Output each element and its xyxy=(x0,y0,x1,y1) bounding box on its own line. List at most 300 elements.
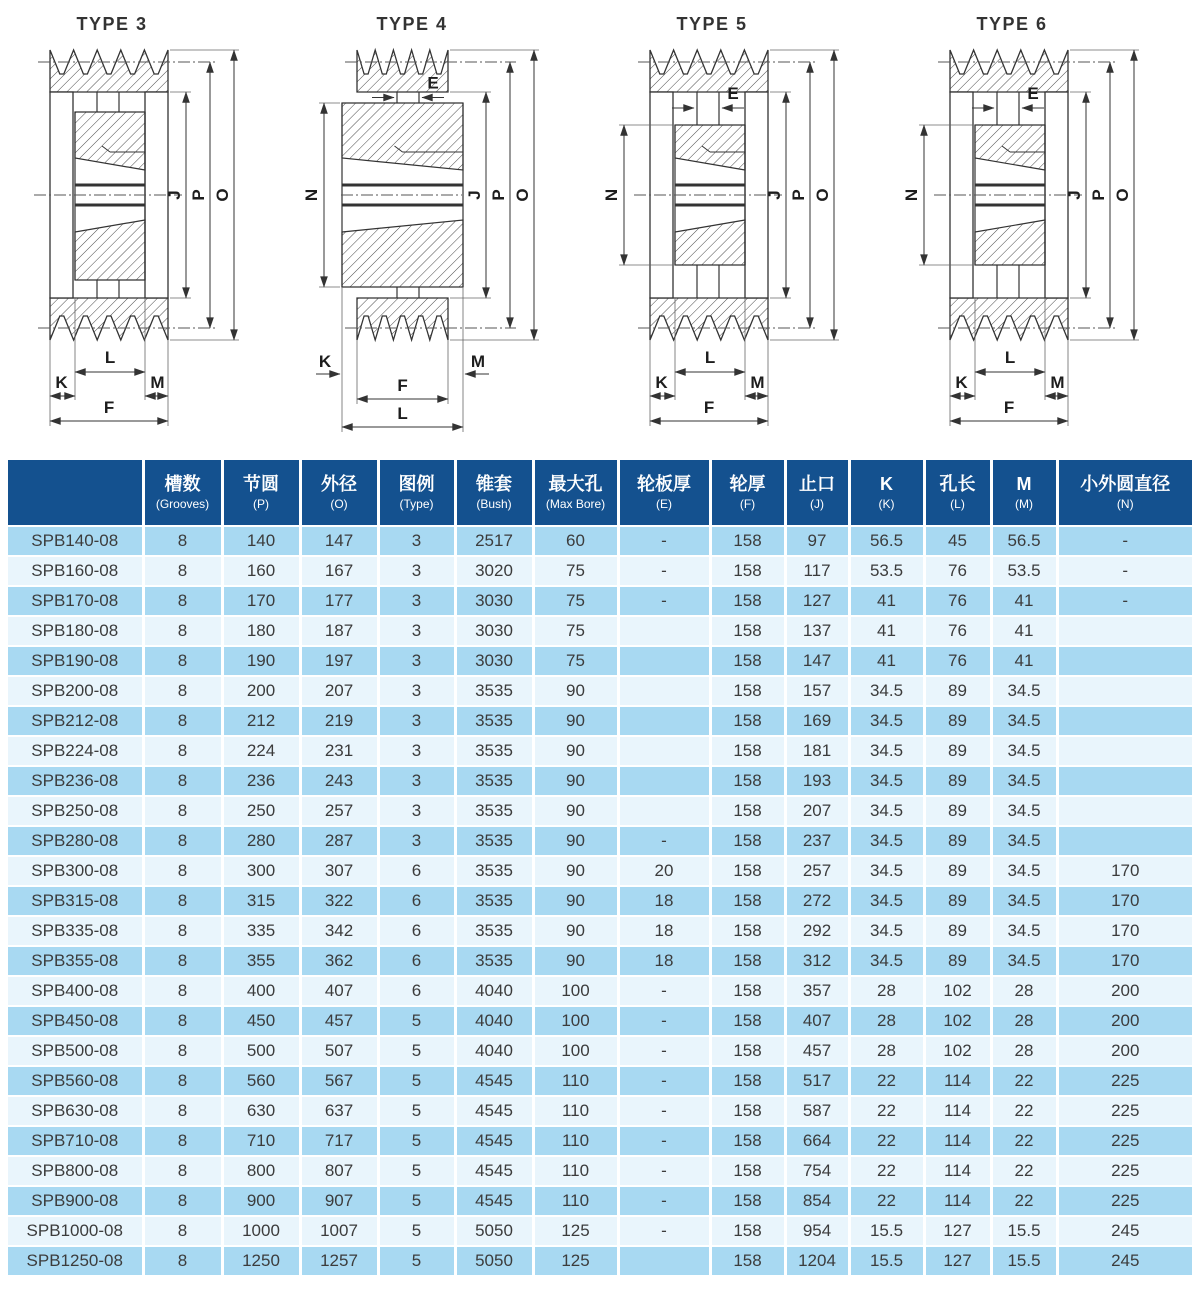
table-row xyxy=(8,1006,1192,1036)
column-header-name xyxy=(8,460,143,526)
cell-name: SPB400-08 xyxy=(8,976,143,1006)
cell-type: 6 xyxy=(378,856,455,886)
cell-maxbore: 110 xyxy=(533,1066,618,1096)
pulley-diagram xyxy=(900,0,1200,460)
cell-e: - xyxy=(618,826,710,856)
dim-label-E: E xyxy=(1027,84,1039,103)
cell-o: 307 xyxy=(300,856,378,886)
cell-k: 15.5 xyxy=(849,1246,924,1275)
dim-label-N: N xyxy=(602,188,621,202)
cell-e: - xyxy=(618,1006,710,1036)
cell-m: 53.5 xyxy=(991,556,1057,586)
table-row xyxy=(8,1246,1192,1275)
dim-label-J: J xyxy=(1065,190,1084,200)
cell-j: 407 xyxy=(785,1006,849,1036)
cell-f: 158 xyxy=(710,826,785,856)
cell-name: SPB190-08 xyxy=(8,646,143,676)
cell-k: 34.5 xyxy=(849,736,924,766)
cell-k: 34.5 xyxy=(849,916,924,946)
cell-n: 225 xyxy=(1057,1066,1192,1096)
pulley-diagram xyxy=(0,0,300,460)
header-label-zh: K xyxy=(880,474,893,495)
cell-grooves: 8 xyxy=(143,1246,222,1275)
cell-grooves: 8 xyxy=(143,586,222,616)
cell-p: 140 xyxy=(222,526,300,556)
dim-label-J: J xyxy=(765,190,784,200)
cell-e: - xyxy=(618,1066,710,1096)
cell-o: 219 xyxy=(300,706,378,736)
table-body xyxy=(8,526,1192,1275)
cell-m: 34.5 xyxy=(991,706,1057,736)
spec-table-section xyxy=(0,460,1200,1275)
cell-k: 28 xyxy=(849,976,924,1006)
cell-name: SPB1000-08 xyxy=(8,1216,143,1246)
cell-n: 170 xyxy=(1057,856,1192,886)
cell-type: 5 xyxy=(378,1006,455,1036)
cell-maxbore: 90 xyxy=(533,676,618,706)
cell-m: 34.5 xyxy=(991,766,1057,796)
header-label-en: (Type) xyxy=(399,496,434,511)
cell-type: 3 xyxy=(378,676,455,706)
cell-maxbore: 110 xyxy=(533,1126,618,1156)
cell-m: 41 xyxy=(991,646,1057,676)
cell-k: 15.5 xyxy=(849,1216,924,1246)
cell-name: SPB160-08 xyxy=(8,556,143,586)
cell-type: 3 xyxy=(378,526,455,556)
diagram-title: TYPE 3 xyxy=(76,14,148,34)
cell-maxbore: 75 xyxy=(533,616,618,646)
cell-f: 158 xyxy=(710,1036,785,1066)
cell-type: 3 xyxy=(378,646,455,676)
table-row xyxy=(8,766,1192,796)
table-row xyxy=(8,946,1192,976)
dim-label-P: P xyxy=(489,189,508,201)
cell-f: 158 xyxy=(710,676,785,706)
cell-j: 312 xyxy=(785,946,849,976)
cell-k: 22 xyxy=(849,1126,924,1156)
header-label-en: (M) xyxy=(1015,496,1033,511)
dim-label-L: L xyxy=(104,348,116,367)
cell-j: 147 xyxy=(785,646,849,676)
cell-m: 34.5 xyxy=(991,916,1057,946)
cell-bush: 3030 xyxy=(455,646,533,676)
cell-o: 407 xyxy=(300,976,378,1006)
table-row xyxy=(8,916,1192,946)
header-label-zh: 轮板厚 xyxy=(637,474,691,495)
cell-bush: 3020 xyxy=(455,556,533,586)
dim-label-L: L xyxy=(397,404,408,423)
cell-p: 710 xyxy=(222,1126,300,1156)
cell-e xyxy=(618,766,710,796)
cell-e: - xyxy=(618,1126,710,1156)
cell-n: 245 xyxy=(1057,1246,1192,1275)
cell-j: 127 xyxy=(785,586,849,616)
cell-f: 158 xyxy=(710,856,785,886)
cell-grooves: 8 xyxy=(143,826,222,856)
cell-name: SPB335-08 xyxy=(8,916,143,946)
cell-o: 243 xyxy=(300,766,378,796)
cell-l: 89 xyxy=(924,826,991,856)
cell-n: - xyxy=(1057,586,1192,616)
cell-maxbore: 110 xyxy=(533,1096,618,1126)
cell-m: 34.5 xyxy=(991,886,1057,916)
header-label-zh: 孔长 xyxy=(939,474,976,495)
cell-o: 287 xyxy=(300,826,378,856)
cell-n: 200 xyxy=(1057,976,1192,1006)
dim-label-K: K xyxy=(655,373,668,392)
cell-grooves: 8 xyxy=(143,796,222,826)
cell-l: 89 xyxy=(924,946,991,976)
cell-m: 41 xyxy=(991,616,1057,646)
cell-m: 22 xyxy=(991,1096,1057,1126)
cell-e: - xyxy=(618,1216,710,1246)
dim-label-F: F xyxy=(703,398,715,417)
cell-grooves: 8 xyxy=(143,1156,222,1186)
cell-maxbore: 100 xyxy=(533,1006,618,1036)
cell-m: 56.5 xyxy=(991,526,1057,556)
column-header-n xyxy=(1057,460,1192,526)
cell-m: 22 xyxy=(991,1186,1057,1216)
cell-l: 89 xyxy=(924,736,991,766)
cell-p: 560 xyxy=(222,1066,300,1096)
cell-l: 114 xyxy=(924,1096,991,1126)
cell-maxbore: 110 xyxy=(533,1156,618,1186)
header-label-en: (L) xyxy=(950,496,965,511)
cell-f: 158 xyxy=(710,886,785,916)
cell-n: 200 xyxy=(1057,1006,1192,1036)
cell-l: 114 xyxy=(924,1156,991,1186)
cell-grooves: 8 xyxy=(143,976,222,1006)
cell-o: 187 xyxy=(300,616,378,646)
cell-grooves: 8 xyxy=(143,616,222,646)
cell-l: 89 xyxy=(924,766,991,796)
cell-type: 5 xyxy=(378,1246,455,1275)
cell-bush: 2517 xyxy=(455,526,533,556)
cell-m: 34.5 xyxy=(991,856,1057,886)
cell-o: 257 xyxy=(300,796,378,826)
dim-label-F: F xyxy=(397,376,408,395)
cell-k: 34.5 xyxy=(849,826,924,856)
cell-bush: 3535 xyxy=(455,946,533,976)
cell-grooves: 8 xyxy=(143,1096,222,1126)
dim-label-E: E xyxy=(727,84,739,103)
cell-type: 5 xyxy=(378,1186,455,1216)
cell-k: 34.5 xyxy=(849,796,924,826)
cell-o: 507 xyxy=(300,1036,378,1066)
cell-e xyxy=(618,796,710,826)
cell-grooves: 8 xyxy=(143,646,222,676)
header-label-zh: 图例 xyxy=(398,474,435,495)
cell-bush: 3535 xyxy=(455,736,533,766)
cell-k: 34.5 xyxy=(849,856,924,886)
dim-label-O: O xyxy=(813,188,832,202)
cell-grooves: 8 xyxy=(143,916,222,946)
dim-label-L: L xyxy=(1004,348,1016,367)
cell-n: 225 xyxy=(1057,1186,1192,1216)
cell-n: - xyxy=(1057,526,1192,556)
cell-l: 89 xyxy=(924,916,991,946)
cell-p: 212 xyxy=(222,706,300,736)
cell-f: 158 xyxy=(710,766,785,796)
cell-p: 160 xyxy=(222,556,300,586)
cell-name: SPB900-08 xyxy=(8,1186,143,1216)
cell-e: - xyxy=(618,586,710,616)
cell-bush: 4545 xyxy=(455,1156,533,1186)
cell-maxbore: 90 xyxy=(533,706,618,736)
cell-name: SPB212-08 xyxy=(8,706,143,736)
pulley-diagram xyxy=(300,0,600,460)
cell-j: 1204 xyxy=(785,1246,849,1275)
cell-bush: 5050 xyxy=(455,1246,533,1275)
cell-n xyxy=(1057,826,1192,856)
cell-f: 158 xyxy=(710,706,785,736)
cell-grooves: 8 xyxy=(143,766,222,796)
cell-j: 237 xyxy=(785,826,849,856)
cell-m: 28 xyxy=(991,1036,1057,1066)
cell-name: SPB710-08 xyxy=(8,1126,143,1156)
cell-o: 177 xyxy=(300,586,378,616)
cell-o: 342 xyxy=(300,916,378,946)
cell-name: SPB280-08 xyxy=(8,826,143,856)
cell-o: 147 xyxy=(300,526,378,556)
cell-j: 157 xyxy=(785,676,849,706)
cell-m: 34.5 xyxy=(991,736,1057,766)
cell-f: 158 xyxy=(710,1066,785,1096)
cell-j: 193 xyxy=(785,766,849,796)
cell-bush: 3535 xyxy=(455,916,533,946)
cell-type: 6 xyxy=(378,976,455,1006)
column-header-type xyxy=(378,460,455,526)
cell-name: SPB236-08 xyxy=(8,766,143,796)
cell-f: 158 xyxy=(710,1216,785,1246)
cell-type: 5 xyxy=(378,1126,455,1156)
cell-maxbore: 75 xyxy=(533,556,618,586)
cell-e: - xyxy=(618,976,710,1006)
cell-f: 158 xyxy=(710,736,785,766)
cell-name: SPB170-08 xyxy=(8,586,143,616)
cell-e: 18 xyxy=(618,946,710,976)
cell-o: 362 xyxy=(300,946,378,976)
cell-j: 357 xyxy=(785,976,849,1006)
cell-n: 170 xyxy=(1057,886,1192,916)
cell-p: 450 xyxy=(222,1006,300,1036)
dim-label-F: F xyxy=(1003,398,1015,417)
cell-k: 28 xyxy=(849,1036,924,1066)
cell-name: SPB800-08 xyxy=(8,1156,143,1186)
spec-table xyxy=(8,460,1192,1275)
cell-maxbore: 100 xyxy=(533,976,618,1006)
cell-j: 207 xyxy=(785,796,849,826)
table-row xyxy=(8,586,1192,616)
cell-n xyxy=(1057,736,1192,766)
cell-maxbore: 60 xyxy=(533,526,618,556)
cell-e xyxy=(618,676,710,706)
cell-n: 170 xyxy=(1057,946,1192,976)
table-row xyxy=(8,646,1192,676)
cell-maxbore: 110 xyxy=(533,1186,618,1216)
cell-j: 181 xyxy=(785,736,849,766)
pulley-drawing xyxy=(900,0,1200,455)
cell-j: 854 xyxy=(785,1186,849,1216)
cell-maxbore: 125 xyxy=(533,1216,618,1246)
cell-k: 22 xyxy=(849,1186,924,1216)
dim-label-E: E xyxy=(427,73,439,93)
cell-n xyxy=(1057,676,1192,706)
cell-f: 158 xyxy=(710,1096,785,1126)
table-row xyxy=(8,676,1192,706)
cell-e: - xyxy=(618,1036,710,1066)
dim-label-K: K xyxy=(55,373,68,392)
cell-j: 272 xyxy=(785,886,849,916)
cell-f: 158 xyxy=(710,976,785,1006)
table-row xyxy=(8,1186,1192,1216)
dim-label-M: M xyxy=(750,373,765,392)
diagram-title: TYPE 5 xyxy=(676,14,748,34)
cell-m: 34.5 xyxy=(991,946,1057,976)
cell-type: 6 xyxy=(378,886,455,916)
cell-name: SPB630-08 xyxy=(8,1096,143,1126)
header-label-en: (K) xyxy=(878,496,895,511)
cell-grooves: 8 xyxy=(143,886,222,916)
cell-type: 5 xyxy=(378,1036,455,1066)
cell-n: 170 xyxy=(1057,916,1192,946)
cell-type: 3 xyxy=(378,796,455,826)
table-row xyxy=(8,856,1192,886)
dim-label-P: P xyxy=(789,189,808,201)
cell-p: 355 xyxy=(222,946,300,976)
cell-e: - xyxy=(618,1156,710,1186)
table-row xyxy=(8,526,1192,556)
cell-o: 167 xyxy=(300,556,378,586)
cell-j: 169 xyxy=(785,706,849,736)
cell-type: 6 xyxy=(378,946,455,976)
cell-p: 280 xyxy=(222,826,300,856)
cell-grooves: 8 xyxy=(143,946,222,976)
cell-l: 89 xyxy=(924,676,991,706)
cell-m: 28 xyxy=(991,976,1057,1006)
cell-l: 89 xyxy=(924,886,991,916)
dim-label-J: J xyxy=(465,190,484,200)
cell-j: 954 xyxy=(785,1216,849,1246)
table-header-row xyxy=(8,460,1192,526)
cell-maxbore: 90 xyxy=(533,766,618,796)
diagram-title: TYPE 4 xyxy=(376,14,448,34)
cell-l: 89 xyxy=(924,796,991,826)
cell-j: 754 xyxy=(785,1156,849,1186)
dim-label-M: M xyxy=(470,352,486,371)
cell-p: 200 xyxy=(222,676,300,706)
cell-f: 158 xyxy=(710,1006,785,1036)
dim-label-O: O xyxy=(1113,188,1132,202)
cell-maxbore: 90 xyxy=(533,736,618,766)
table-row xyxy=(8,616,1192,646)
cell-p: 335 xyxy=(222,916,300,946)
cell-maxbore: 90 xyxy=(533,916,618,946)
cell-p: 180 xyxy=(222,616,300,646)
cell-bush: 4545 xyxy=(455,1186,533,1216)
cell-k: 53.5 xyxy=(849,556,924,586)
cell-o: 322 xyxy=(300,886,378,916)
cell-type: 3 xyxy=(378,616,455,646)
cell-l: 45 xyxy=(924,526,991,556)
table-row xyxy=(8,1096,1192,1126)
cell-maxbore: 90 xyxy=(533,796,618,826)
cell-o: 207 xyxy=(300,676,378,706)
cell-l: 76 xyxy=(924,556,991,586)
cell-l: 127 xyxy=(924,1216,991,1246)
header-label-en: (P) xyxy=(253,496,269,511)
cell-j: 257 xyxy=(785,856,849,886)
cell-bush: 4040 xyxy=(455,1036,533,1066)
header-label-en: (J) xyxy=(810,496,824,511)
dim-label-P: P xyxy=(1089,189,1108,201)
cell-grooves: 8 xyxy=(143,556,222,586)
cell-grooves: 8 xyxy=(143,1186,222,1216)
cell-f: 158 xyxy=(710,1246,785,1275)
cell-bush: 3535 xyxy=(455,886,533,916)
cell-l: 114 xyxy=(924,1066,991,1096)
cell-k: 56.5 xyxy=(849,526,924,556)
cell-bush: 3535 xyxy=(455,826,533,856)
cell-k: 34.5 xyxy=(849,766,924,796)
column-header-l xyxy=(924,460,991,526)
cell-n: 225 xyxy=(1057,1156,1192,1186)
cell-m: 22 xyxy=(991,1156,1057,1186)
cell-grooves: 8 xyxy=(143,1126,222,1156)
cell-m: 22 xyxy=(991,1126,1057,1156)
header-label-zh: 轮厚 xyxy=(729,474,766,495)
cell-n xyxy=(1057,706,1192,736)
cell-maxbore: 90 xyxy=(533,886,618,916)
cell-bush: 5050 xyxy=(455,1216,533,1246)
cell-f: 158 xyxy=(710,1126,785,1156)
cell-type: 5 xyxy=(378,1156,455,1186)
cell-o: 807 xyxy=(300,1156,378,1186)
cell-m: 22 xyxy=(991,1066,1057,1096)
cell-bush: 4545 xyxy=(455,1126,533,1156)
column-header-p xyxy=(222,460,300,526)
cell-bush: 4545 xyxy=(455,1066,533,1096)
cell-grooves: 8 xyxy=(143,736,222,766)
header-label-en: (E) xyxy=(656,496,672,511)
cell-m: 34.5 xyxy=(991,676,1057,706)
cell-p: 315 xyxy=(222,886,300,916)
header-label-en: (N) xyxy=(1116,496,1134,511)
cell-type: 3 xyxy=(378,556,455,586)
cell-p: 300 xyxy=(222,856,300,886)
cell-type: 3 xyxy=(378,826,455,856)
cell-f: 158 xyxy=(710,1186,785,1216)
table-row xyxy=(8,1036,1192,1066)
cell-e xyxy=(618,1246,710,1275)
cell-n: 225 xyxy=(1057,1096,1192,1126)
cell-p: 500 xyxy=(222,1036,300,1066)
cell-n: 245 xyxy=(1057,1216,1192,1246)
cell-p: 1000 xyxy=(222,1216,300,1246)
cell-e: 20 xyxy=(618,856,710,886)
cell-grooves: 8 xyxy=(143,1066,222,1096)
cell-bush: 3030 xyxy=(455,616,533,646)
cell-name: SPB224-08 xyxy=(8,736,143,766)
cell-o: 637 xyxy=(300,1096,378,1126)
cell-maxbore: 75 xyxy=(533,646,618,676)
header-label-zh: 锥套 xyxy=(476,474,512,495)
cell-l: 102 xyxy=(924,976,991,1006)
table-row xyxy=(8,1156,1192,1186)
cell-type: 6 xyxy=(378,916,455,946)
cell-j: 457 xyxy=(785,1036,849,1066)
header-label-en: (O) xyxy=(330,496,348,511)
